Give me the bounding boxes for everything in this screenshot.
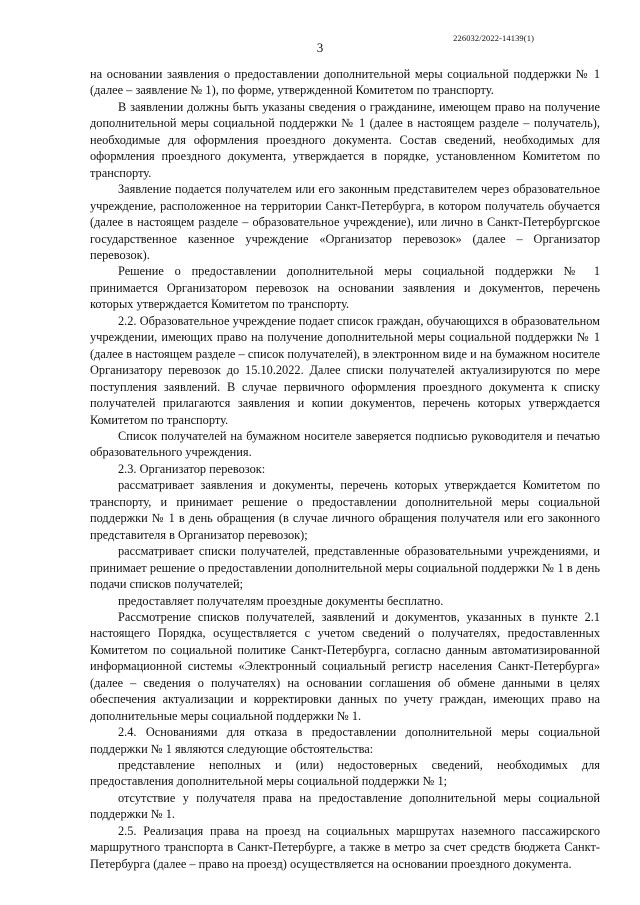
paragraph-provides-documents: предоставляет получателям проездные документы бесплатно.: [118, 593, 444, 608]
paragraph-2-5: 2.5. Реализация права на проезд на социальных маршрутах наземного пассажирского маршрутного транспорта в Санкт-Петербурге, а также в метро за счет средств бюджета Санкт-Петербурга (далее – право на проезд) осуществляется на основании проездного документа.: [90, 823, 600, 871]
page-number: 3: [316, 40, 324, 55]
paragraph-refusal-incomplete: представление неполных и (или) недостоверных сведений, необходимых для предоставления дополнительной меры социальной поддержки № 1;: [90, 758, 600, 789]
paragraph-decision: Решение о предоставлении дополнительной меры социальной поддержки № 1 принимается Организатором перевозок на основании заявления и документов, перечень которых утверждается Комитетом по транспорту.: [90, 264, 600, 312]
paragraph-reviews-applications: рассматривает заявления и документы, перечень которых утверждается Комитетом по транспорту, и принимает решение о предоставлении дополнительной меры социальной поддержки № 1 в день обращения (в случае личного обращения получателя или его законного представителя в Организатор перевозок);: [90, 478, 600, 542]
paragraph-application-submission: Заявление подается получателем или его законным представителем через образовательное учреждение, расположенное на территории Санкт-Петербурга, в котором получатель обучается (далее в настоящем разделе – образовательное учреждение), или лично в Санкт-Петербургское государственное казенное учреждение «Организатор перевозок» (далее – Организатор перевозок).: [90, 182, 600, 262]
document-id: 226032/2022-14139(1): [453, 33, 534, 43]
paragraph-review-basis: Рассмотрение списков получателей, заявлений и документов, указанных в пункте 2.1 настоящего Порядка, осуществляется с учетом сведений о получателях, предоставленных Комитетом по социальной политике Санкт-Петербурга, согласно данным автоматизированной информационной системы «Электронный социальный регистр населения Санкт-Петербурга» (далее – сведения о получателях) на основании соглашения об обмене данными в целях обеспечения актуализации и корректировки данных по учету граждан, имеющих право на дополнительные меры социальной поддержки № 1.: [90, 609, 600, 723]
paragraph-reviews-lists: рассматривает списки получателей, представленные образовательными учреждениями, и принимает решение о предоставлении дополнительной меры социальной поддержки № 1 в день подачи списков получателей;: [90, 544, 600, 592]
document-body: [90, 66, 600, 872]
paragraph-refusal-no-right: отсутствие у получателя права на предоставление дополнительной меры социальной поддержки № 1.: [90, 790, 600, 822]
paragraph-2-2: 2.2. Образовательное учреждение подает список граждан, обучающихся в образовательном учреждении, имеющих право на получение дополнительной меры социальной поддержки № 1 (далее в настоящем разделе – список получателей), в электронном виде и на бумажном носителе Организатору перевозок до 15.10.2022. Далее списки получателей актуализируются по мере поступления заявлений. В случае первичного оформления проездного документа к списку получателей прилагаются заявления и копии документов, перечень которых утверждается Комитетом по транспорту.: [90, 313, 600, 427]
paragraph-list-certification: Список получателей на бумажном носителе заверяется подписью руководителя и печатью образовательного учреждения.: [90, 428, 600, 460]
paragraph-2-3: 2.3. Организатор перевозок:: [118, 461, 266, 476]
paragraph-continuation: на основании заявления о предоставлении дополнительной меры социальной поддержки № 1 (далее – заявление № 1), по форме, утвержденной Комитетом по транспорту.: [90, 67, 600, 98]
paragraph-application-contents: В заявлении должны быть указаны сведения о гражданине, имеющем право на получение дополнительной меры социальной поддержки № 1 (далее в настоящем разделе – получатель), необходимые для оформления проездного документа. Состав сведений, необходимых для оформления проездного документа, утверждается в порядке, установленном Комитетом по транспорту.: [90, 99, 600, 180]
paragraph-2-4: 2.4. Основаниями для отказа в предоставлении дополнительной меры социальной поддержки № 1 являются следующие обстоятельства:: [90, 725, 600, 756]
